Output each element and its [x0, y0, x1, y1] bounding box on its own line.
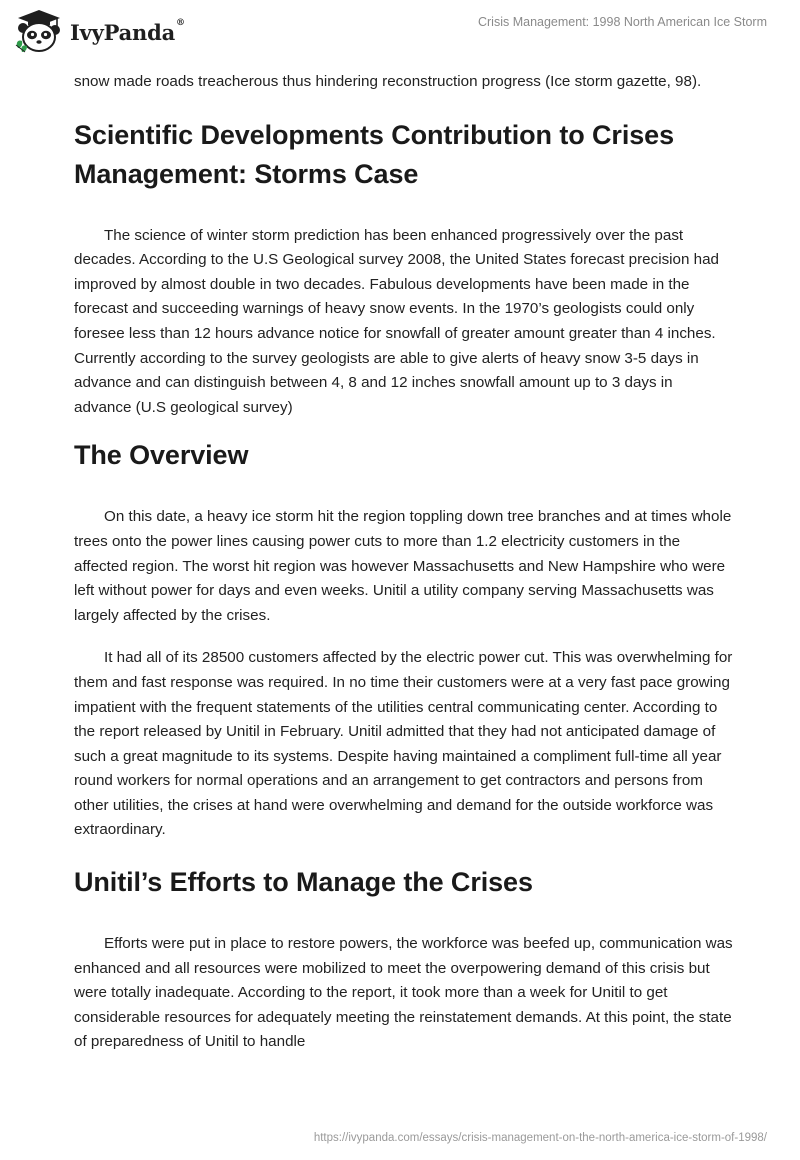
paragraph-overview-1: On this date, a heavy ice storm hit the region toppling down tree branches and at times whole trees onto the power lines causing power cuts to more than 1.2 electricity customers in the affected region. The worst hit region was however Massachusetts and New Hampshire who were left without power for days and even weeks. Unitil a utility company serving Massachusetts was largely affected by the crises. [74, 508, 732, 624]
document-title: Crisis Management: 1998 North American Ice Storm [477, 15, 767, 29]
paragraph-scientific-1: The science of winter storm prediction has been enhanced progressively over the past decades. According to the U.S Geological survey 2008, the United States forecast precision had improved by almost double in two decades. Fabulous developments have been made in the forecast and succeeding warnings of heavy snow events. In the 1970’s geologists could only foresee less than 12 hours advance notice for snowfall of greater amount greater than 4 inches. Currently according to the survey geologists are able to give alerts of heavy snow 3-5 days in advance and can distinguish between 4, 8 and 12 inches snowfall amount up to 3 days in advance (U.S geological survey) [74, 226, 720, 416]
source-url-link[interactable]: https://ivypanda.com/essays/crisis-management-on-the-north-america-ice-storm-of-1998/ [313, 1132, 767, 1144]
panda-graduate-icon [14, 8, 64, 54]
brand-text: IvyPanda [70, 19, 176, 45]
article-body [74, 70, 734, 1055]
page-header [0, 0, 800, 62]
brand-name [70, 17, 185, 45]
heading-unitil-efforts: Unitil’s Efforts to Manage the Crises [74, 867, 533, 898]
intro-paragraph: snow made roads treacherous thus hindering reconstruction progress (Ice storm gazette, 98). [74, 73, 702, 90]
paragraph-unitil-1: Efforts were put in place to restore powers, the workforce was beefed up, communication was enhanced and all resources were mobilized to meet the overpowering demand of this crisis but were totally inadequate. According to the report, it took more than a week for Unitil to get considerable resources for adequately meeting the reinstatement demands. At this point, the state of preparedness of Unitil to handle [74, 935, 733, 1051]
registered-mark: ® [176, 17, 185, 28]
heading-overview: The Overview [74, 440, 249, 471]
paragraph-overview-2: It had all of its 28500 customers affected by the electric power cut. This was overwhelming for them and fast response was required. In no time their customers were at a very fast pace growing impatient with the frequent statements of the utilities central communicating center. According to the report released by Unitil in February. Unitil admitted that they had not anticipated damage of such a great magnitude to its systems. Despite having maintained a compliment full-time all year round workers for normal operations and an arrangement to get contractors and persons from other utilities, the crises at hand were overwhelming and demand for the outside workforce was extraordinary. [74, 649, 733, 839]
heading-scientific-developments: Scientific Developments Contribution to Crises Management: Storms Case [74, 119, 674, 189]
ivypanda-logo[interactable] [14, 8, 185, 54]
